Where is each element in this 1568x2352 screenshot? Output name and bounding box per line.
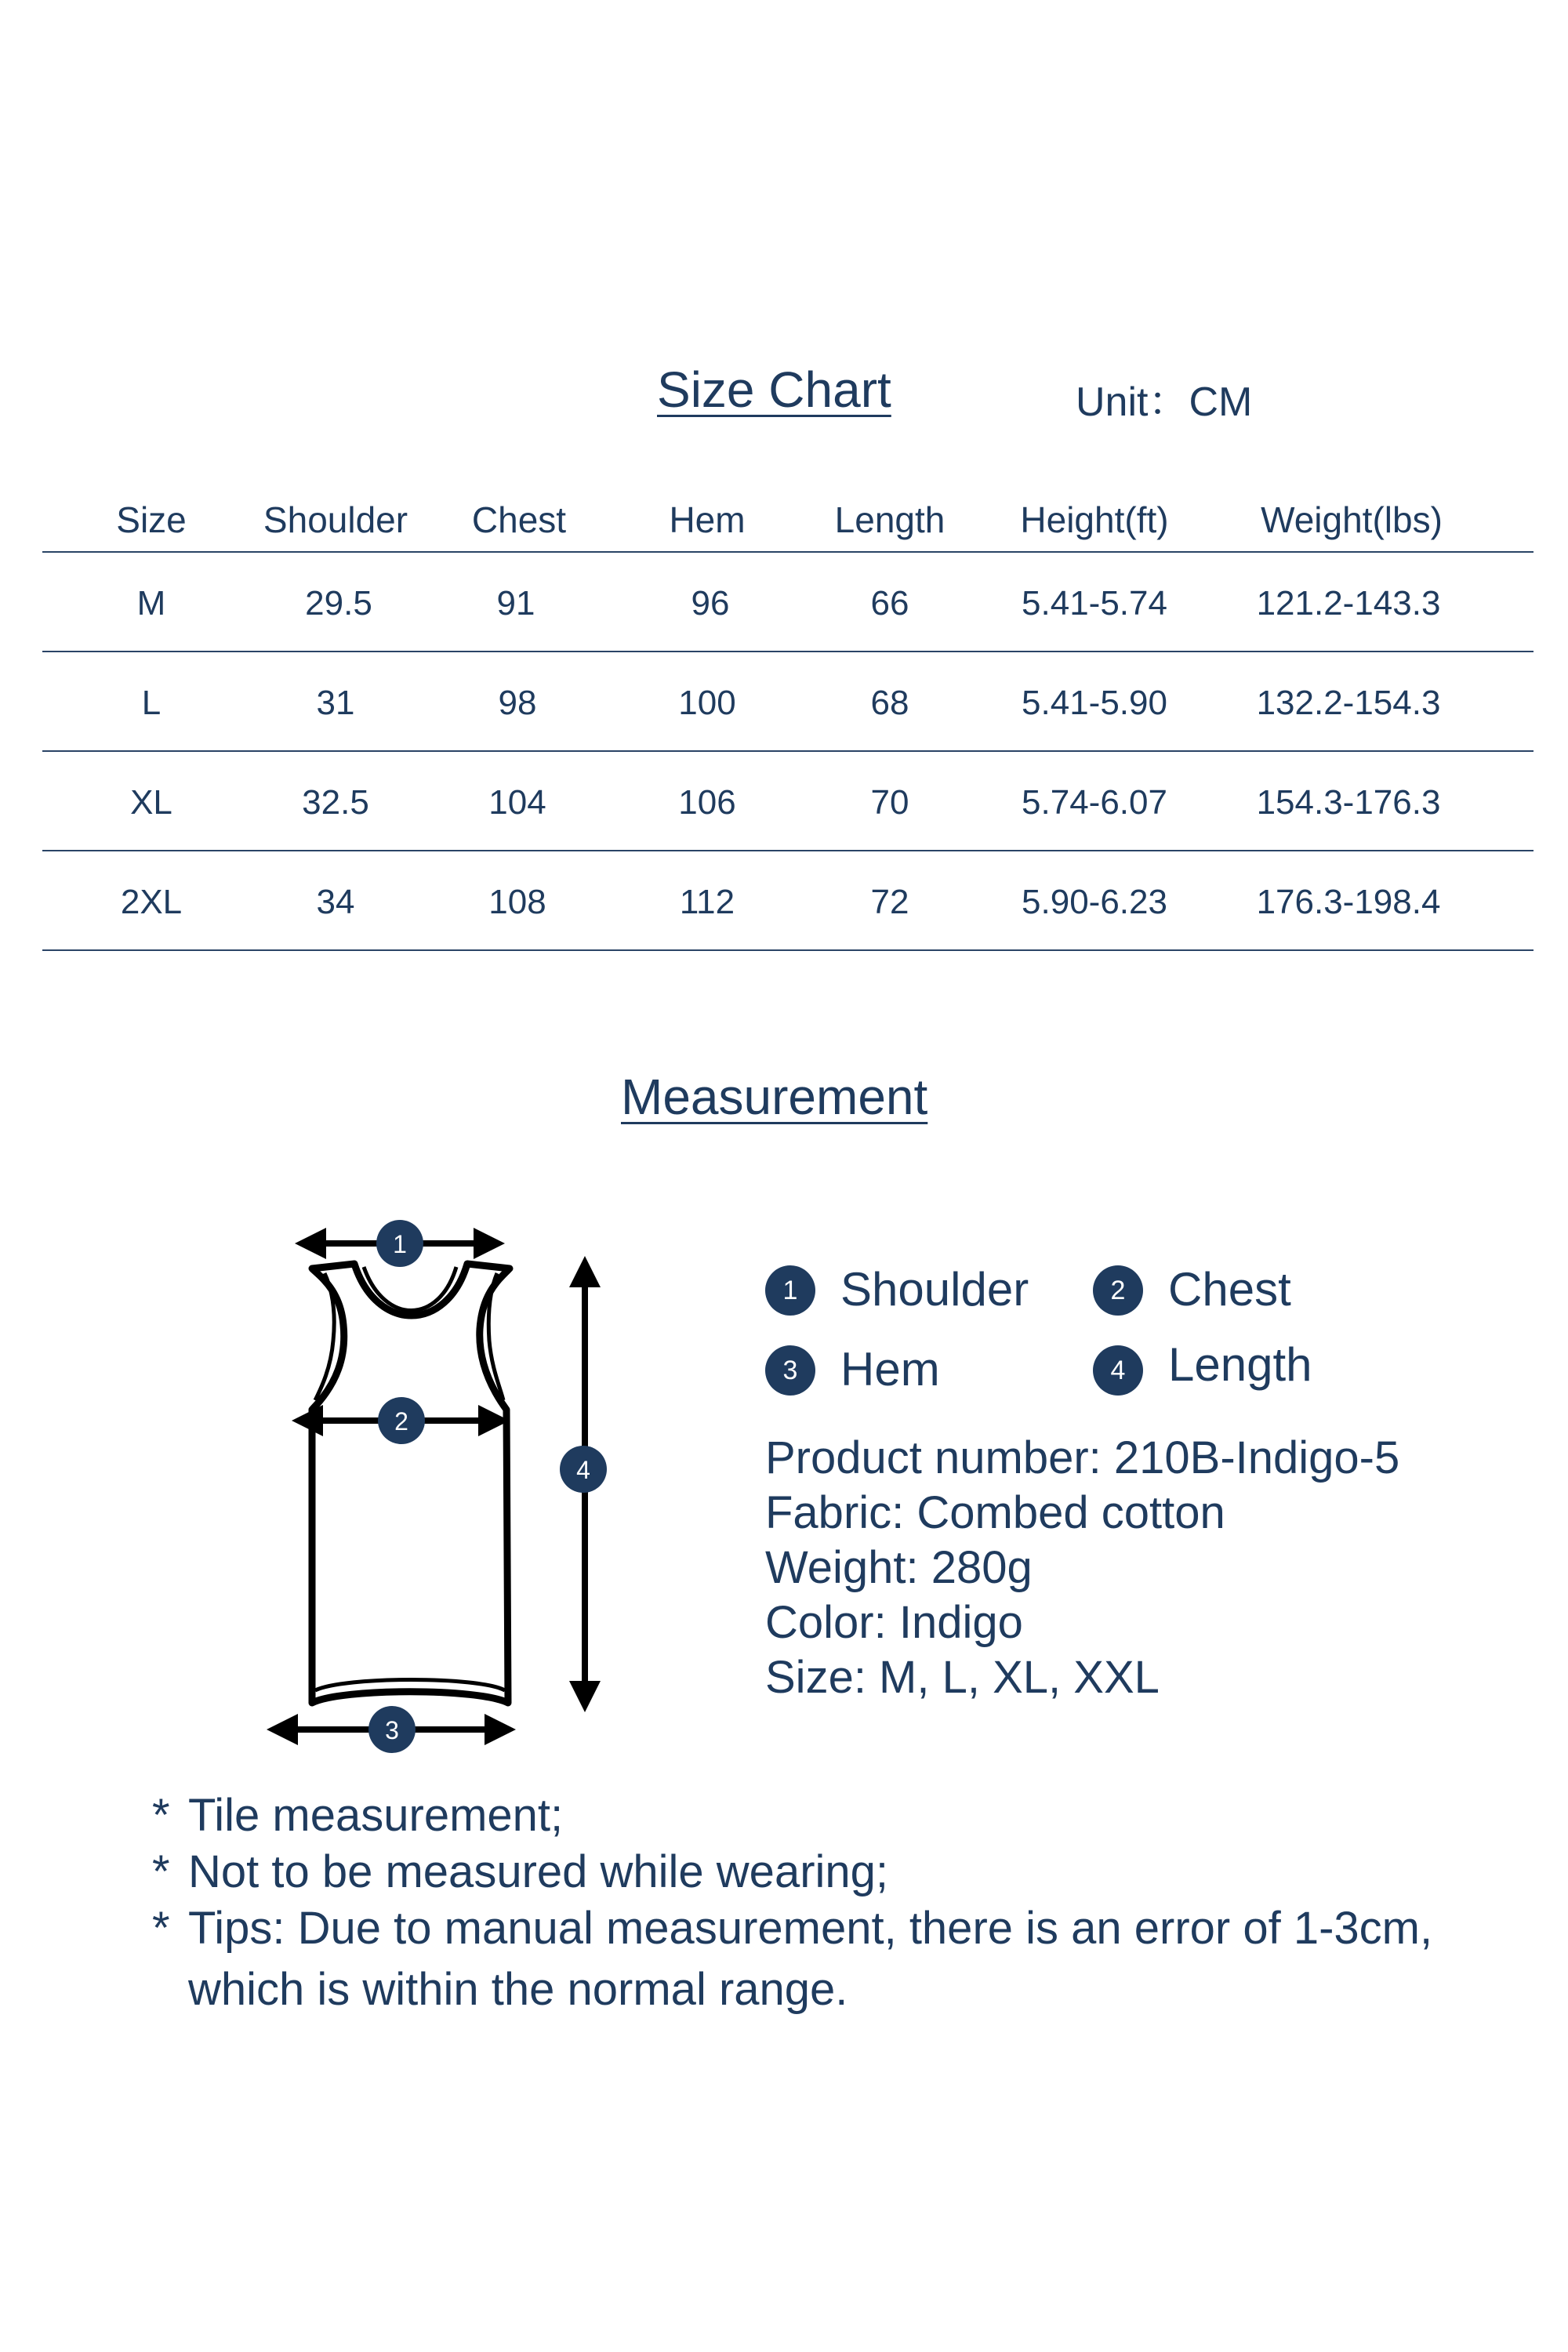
measurement-title: Measurement	[621, 1069, 928, 1125]
cell-size: XL	[130, 783, 172, 822]
note-bullet: *	[152, 1846, 170, 1897]
note-bullet: *	[152, 1790, 170, 1841]
note-item	[152, 1844, 1432, 1900]
table-row	[42, 553, 1534, 652]
column-header-hem: Hem	[669, 499, 746, 540]
table-row	[42, 851, 1534, 951]
cell-chest: 91	[496, 584, 535, 622]
product-fabric: Fabric: Combed cotton	[765, 1487, 1225, 1538]
cell-size: M	[136, 584, 166, 622]
tank-top-outline-icon	[312, 1264, 510, 1703]
legend-badge-4: 4	[1093, 1345, 1143, 1396]
tank-top-diagram	[259, 1207, 635, 1772]
column-header-shoulder: Shoulder	[263, 499, 408, 540]
cell-shoulder: 34	[316, 883, 355, 921]
size-table	[42, 470, 1534, 951]
cell-weight: 154.3-176.3	[1256, 783, 1441, 822]
note-text: Tile measurement;	[188, 1790, 564, 1841]
cell-chest: 104	[488, 783, 546, 822]
cell-hem: 106	[678, 783, 736, 822]
note-item-continued	[152, 1962, 1432, 2018]
product-specs	[765, 1431, 1399, 1705]
cell-height: 5.41-5.90	[1022, 684, 1167, 722]
legend-label-shoulder: Shoulder	[840, 1263, 1029, 1316]
table-row	[42, 752, 1534, 851]
unit-label: Unit：CM	[1076, 379, 1253, 425]
table-row	[42, 652, 1534, 752]
legend-label-length: Length	[1168, 1338, 1312, 1391]
cell-shoulder: 31	[316, 684, 355, 722]
cell-length: 72	[870, 883, 909, 921]
chest-marker	[378, 1397, 425, 1444]
cell-hem: 100	[678, 684, 736, 722]
column-header-length: Length	[834, 499, 946, 540]
chest-marker-number: 2	[394, 1407, 408, 1436]
note-text: Not to be measured while wearing;	[188, 1846, 889, 1897]
product-sizes: Size: M, L, XL, XXL	[765, 1652, 1160, 1703]
legend-label-hem: Hem	[840, 1343, 940, 1396]
shoulder-marker-number: 1	[393, 1230, 407, 1258]
note-text: which is within the normal range.	[188, 1964, 848, 2015]
cell-size: 2XL	[120, 883, 183, 921]
legend-badge-2: 2	[1093, 1265, 1143, 1316]
cell-chest: 98	[498, 684, 537, 722]
size-chart-title: Size Chart	[657, 361, 891, 418]
measurement-notes	[152, 1788, 1432, 2018]
column-header-weight: Weight(lbs)	[1261, 499, 1443, 540]
product-color: Color: Indigo	[765, 1597, 1023, 1648]
legend-label-chest: Chest	[1168, 1263, 1291, 1316]
cell-height: 5.90-6.23	[1022, 883, 1167, 921]
cell-hem: 96	[691, 584, 730, 622]
cell-weight: 176.3-198.4	[1256, 883, 1441, 921]
note-bullet: *	[152, 1903, 170, 1954]
shoulder-marker	[376, 1220, 423, 1267]
cell-height: 5.74-6.07	[1022, 783, 1167, 822]
product-weight: Weight: 280g	[765, 1542, 1033, 1593]
cell-weight: 121.2-143.3	[1256, 584, 1441, 622]
cell-shoulder: 32.5	[302, 783, 369, 822]
cell-chest: 108	[488, 883, 546, 921]
cell-length: 70	[870, 783, 909, 822]
column-header-height: Height(ft)	[1020, 499, 1169, 540]
cell-weight: 132.2-154.3	[1256, 684, 1441, 722]
hem-marker	[368, 1706, 416, 1753]
cell-size: L	[141, 684, 162, 722]
note-text: Tips: Due to manual measurement, there is an error of 1-3cm,	[188, 1903, 1433, 1954]
cell-length: 66	[870, 584, 909, 622]
note-item	[152, 1900, 1432, 1957]
legend-badge-1: 1	[765, 1265, 815, 1316]
cell-shoulder: 29.5	[305, 584, 372, 622]
table-header	[42, 470, 1534, 553]
cell-length: 68	[870, 684, 909, 722]
legend-badge-3: 3	[765, 1345, 815, 1396]
cell-hem: 112	[679, 883, 735, 921]
column-header-size: Size	[116, 499, 187, 540]
length-marker	[560, 1446, 607, 1493]
note-item	[152, 1788, 1432, 1844]
product-number: Product number: 210B-Indigo-5	[765, 1432, 1400, 1483]
column-header-chest: Chest	[471, 499, 567, 540]
length-marker-number: 4	[576, 1456, 590, 1484]
cell-height: 5.41-5.74	[1022, 584, 1167, 622]
hem-marker-number: 3	[385, 1716, 399, 1744]
